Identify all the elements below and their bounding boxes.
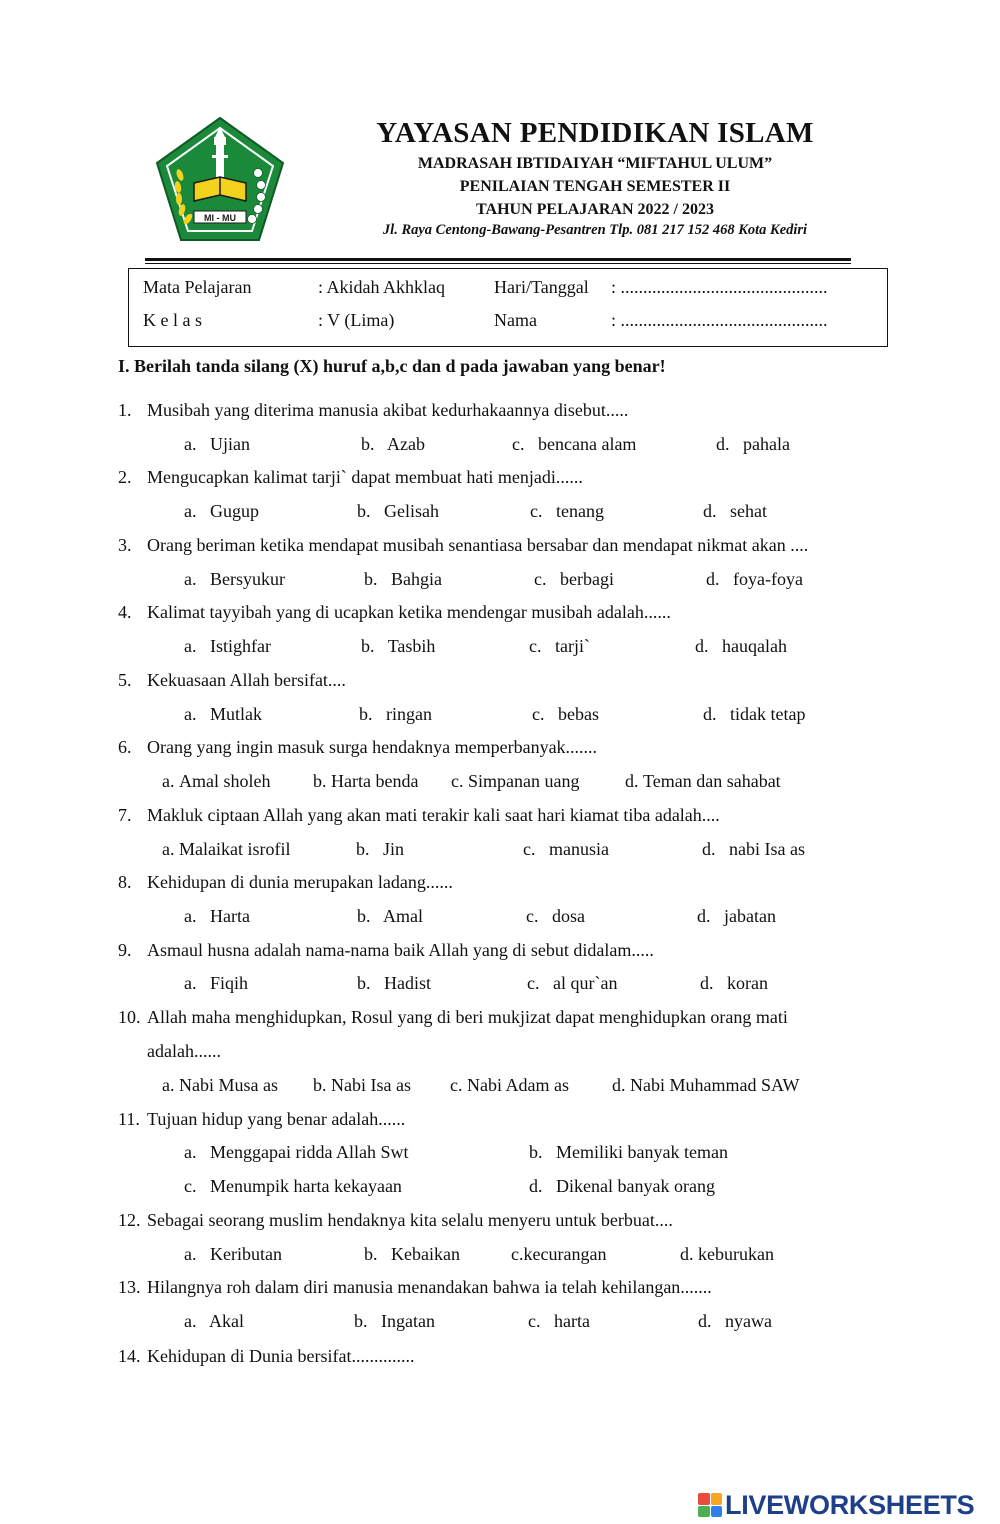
option-d[interactable]: d. keburukan [680, 1244, 774, 1264]
option-a[interactable]: a. Harta [184, 906, 250, 926]
option-a[interactable]: a. Malaikat isrofil [162, 839, 291, 859]
question-text: Orang beriman ketika mendapat musibah senantiasa bersabar dan mendapat nikmat akan .... [147, 535, 809, 555]
option-b[interactable]: b. Harta benda [313, 771, 419, 791]
question-text: Orang yang ingin masuk surga hendaknya memperbanyak....... [147, 737, 598, 757]
option-d[interactable]: d. sehat [703, 501, 767, 521]
date-field[interactable]: : .............................................. [611, 277, 828, 297]
question-number: 5. [118, 670, 132, 690]
option-b[interactable]: b. Azab [361, 434, 425, 454]
option-b[interactable]: b. Ingatan [354, 1311, 435, 1331]
question-number: 12. [118, 1210, 141, 1230]
class-label: K e l a s [143, 310, 202, 330]
option-b[interactable]: b. Tasbih [361, 636, 436, 656]
question-text-line2: adalah...... [147, 1041, 221, 1061]
option-b[interactable]: b. Memiliki banyak teman [529, 1142, 728, 1162]
option-a[interactable]: a. Mutlak [184, 704, 262, 724]
option-a[interactable]: a. Gugup [184, 501, 259, 521]
option-c[interactable]: c. Nabi Adam as [450, 1075, 569, 1095]
foundation-title: YAYASAN PENDIDIKAN ISLAM [376, 117, 814, 149]
question-text: Hilangnya roh dalam diri manusia menandakan bahwa ia telah kehilangan....... [147, 1277, 712, 1297]
option-d[interactable]: d. Teman dan sahabat [625, 771, 781, 791]
option-c[interactable]: c. harta [528, 1311, 590, 1331]
date-label: Hari/Tanggal [494, 277, 589, 297]
question-number: 9. [118, 940, 132, 960]
question-text: Makluk ciptaan Allah yang akan mati terakir kali saat hari kiamat tiba adalah.... [147, 805, 720, 825]
question-text: Kehidupan di dunia merupakan ladang...... [147, 872, 453, 892]
option-c[interactable]: c. dosa [526, 906, 585, 926]
option-b[interactable]: b. Kebaikan [364, 1244, 460, 1264]
option-d[interactable]: d. tidak tetap [703, 704, 806, 724]
question-text: Allah maha menghidupkan, Rosul yang di beri mukjizat dapat menghidupkan orang mati [147, 1007, 788, 1027]
school-logo [150, 115, 290, 245]
brand-name: LIVEWORKSHEETS [725, 1489, 975, 1520]
question-number: 3. [118, 535, 132, 555]
question-number: 14. [118, 1346, 141, 1366]
question-number: 6. [118, 737, 132, 757]
liveworksheets-brand[interactable] [698, 1490, 974, 1520]
option-c[interactable]: c. bencana alam [512, 434, 637, 454]
question-number: 4. [118, 602, 132, 622]
class-value: : V (Lima) [318, 310, 395, 330]
option-d[interactable]: d. foya-foya [706, 569, 803, 589]
name-label: Nama [494, 310, 537, 330]
question-text: Tujuan hidup yang benar adalah...... [147, 1109, 406, 1129]
option-d[interactable]: d. Nabi Muhammad SAW [612, 1075, 800, 1095]
question-text: Mengucapkan kalimat tarji` dapat membuat hati menjadi...... [147, 467, 583, 487]
question-text: Sebagai seorang muslim hendaknya kita selalu menyeru untuk berbuat.... [147, 1210, 673, 1230]
option-d[interactable]: d. nabi Isa as [702, 839, 805, 859]
option-a[interactable]: a. Nabi Musa as [162, 1075, 278, 1095]
instruction: I. Berilah tanda silang (X) huruf a,b,c dan d pada jawaban yang benar! [118, 356, 666, 376]
option-d[interactable]: d. hauqalah [695, 636, 787, 656]
question-text: Asmaul husna adalah nama-nama baik Allah yang di sebut didalam..... [147, 940, 654, 960]
question-text: Kalimat tayyibah yang di ucapkan ketika mendengar musibah adalah...... [147, 602, 671, 622]
option-b[interactable]: b. Amal [357, 906, 424, 926]
logo-text: MI - MU [204, 213, 236, 223]
question-number: 2. [118, 467, 132, 487]
header-divider [145, 258, 851, 261]
question-text: Kehidupan di Dunia bersifat.............. [147, 1346, 415, 1366]
option-d[interactable]: d. Dikenal banyak orang [529, 1176, 715, 1196]
school-address: Jl. Raya Centong-Bawang-Pesantren Tlp. 081 217 152 468 Kota Kediri [382, 222, 808, 238]
option-d[interactable]: d. nyawa [698, 1311, 772, 1331]
option-d[interactable]: d. pahala [716, 434, 790, 454]
name-field[interactable]: : .............................................. [611, 310, 828, 330]
option-a[interactable]: a. Keributan [184, 1244, 282, 1264]
academic-year: TAHUN PELAJARAN 2022 / 2023 [476, 201, 714, 218]
question-text: Musibah yang diterima manusia akibat kedurhakaannya disebut..... [147, 400, 629, 420]
exam-title: PENILAIAN TENGAH SEMESTER II [459, 178, 731, 195]
option-c[interactable]: c. manusia [523, 839, 609, 859]
question-number: 11. [118, 1109, 140, 1129]
option-c[interactable]: c. bebas [532, 704, 599, 724]
question-number: 8. [118, 872, 132, 892]
option-b[interactable]: b. Jin [356, 839, 405, 859]
header-divider-thin [145, 263, 851, 264]
option-b[interactable]: b. Hadist [357, 973, 431, 993]
option-c[interactable]: c. berbagi [534, 569, 614, 589]
option-b[interactable]: b. Bahgia [364, 569, 442, 589]
option-c[interactable]: c. tenang [530, 501, 604, 521]
option-a[interactable]: a. Menggapai ridda Allah Swt [184, 1142, 409, 1162]
option-a[interactable]: a. Akal [184, 1311, 245, 1331]
option-b[interactable]: b. Gelisah [357, 501, 439, 521]
option-c[interactable]: c. Menumpik harta kekayaan [184, 1176, 402, 1196]
question-number: 10. [118, 1007, 141, 1027]
question-number: 13. [118, 1277, 141, 1297]
liveworksheets-logo-icon [698, 1493, 722, 1517]
option-d[interactable]: d. jabatan [697, 906, 776, 926]
option-c[interactable]: c. tarji` [529, 636, 590, 656]
option-a[interactable]: a. Ujian [184, 434, 250, 454]
option-b[interactable]: b. ringan [359, 704, 432, 724]
subject-value: : Akidah Akhklaq [318, 277, 445, 297]
option-a[interactable]: a. Amal sholeh [162, 771, 271, 791]
option-a[interactable]: a. Fiqih [184, 973, 249, 993]
option-a[interactable]: a. Istighfar [184, 636, 271, 656]
option-b[interactable]: b. Nabi Isa as [313, 1075, 411, 1095]
question-number: 7. [118, 805, 132, 825]
option-a[interactable]: a. Bersyukur [184, 569, 285, 589]
option-d[interactable]: d. koran [700, 973, 768, 993]
question-text: Kekuasaan Allah bersifat.... [147, 670, 346, 690]
option-c[interactable]: c.kecurangan [511, 1244, 607, 1264]
option-c[interactable]: c. al qur`an [527, 973, 618, 993]
school-name: MADRASAH IBTIDAIYAH “MIFTAHUL ULUM” [417, 155, 773, 172]
option-c[interactable]: c. Simpanan uang [451, 771, 580, 791]
question-number: 1. [118, 400, 132, 420]
subject-label: Mata Pelajaran [143, 277, 252, 297]
